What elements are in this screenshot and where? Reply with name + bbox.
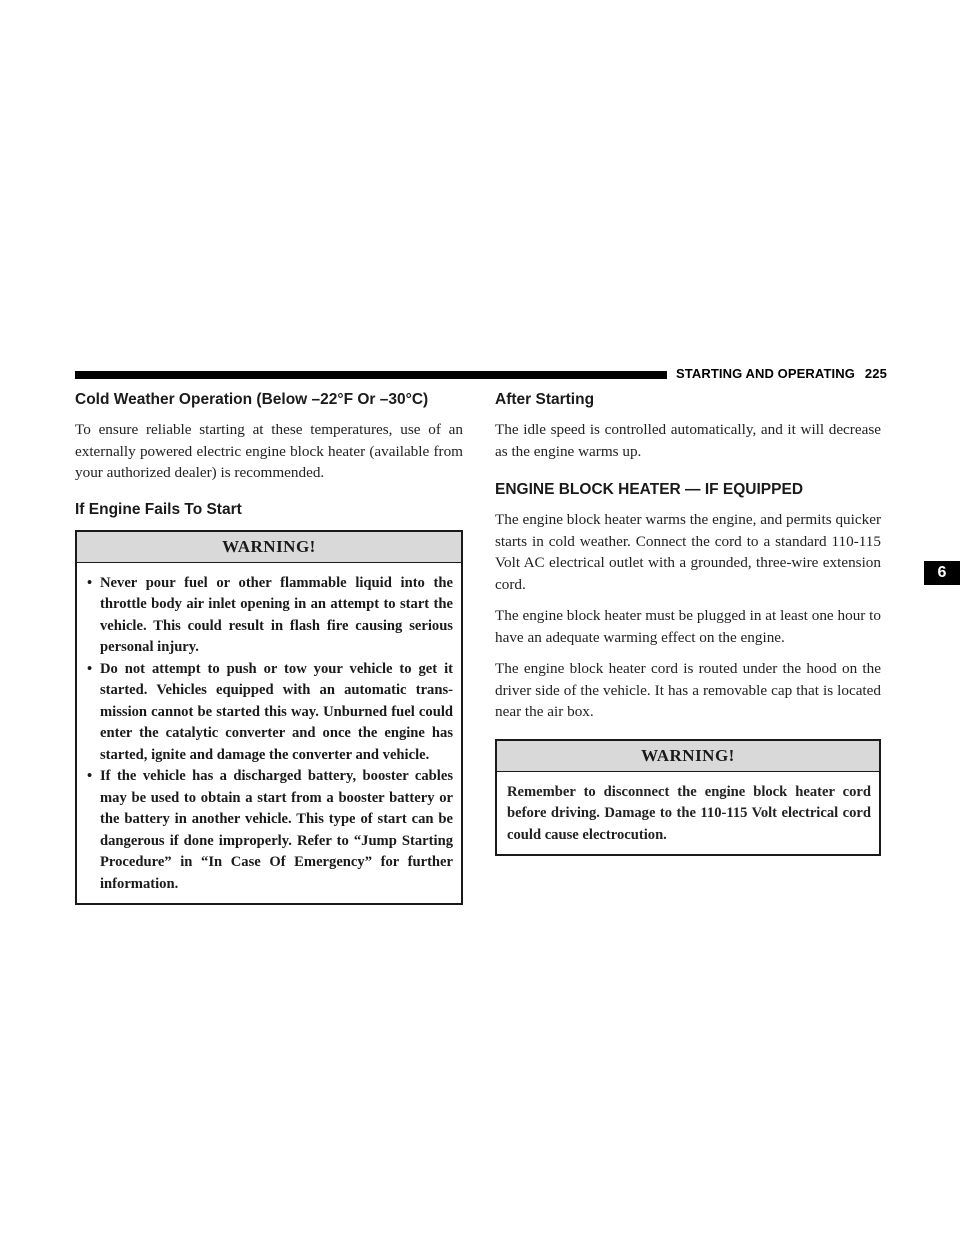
left-column bbox=[75, 390, 463, 905]
bullet-icon: • bbox=[87, 660, 93, 677]
header-section-title: STARTING AND OPERATING bbox=[676, 366, 855, 381]
warning-text: Remember to disconnect the engine block heater cord before driving. Damage to the 110-115 Volt electrical cord could cause electrocution. bbox=[507, 783, 871, 843]
after-starting-heading: After Starting bbox=[495, 391, 595, 408]
engine-block-heater-heading: ENGINE BLOCK HEATER — IF EQUIPPED bbox=[495, 481, 804, 498]
right-column bbox=[495, 390, 881, 856]
chapter-tab: 6 bbox=[924, 561, 960, 585]
warning-title: WARNING! bbox=[497, 741, 879, 772]
page-number: 225 bbox=[864, 366, 887, 381]
heater-paragraph: The engine block heater cord is routed under the hood on the driver side of the vehicle. It has a removable cap that is located near the air box. bbox=[495, 660, 881, 720]
cold-weather-heading: Cold Weather Operation (Below –22°F Or –30°C) bbox=[75, 391, 429, 408]
warning-item: • Do not attempt to push or tow your vehicle to get it started. Vehicles equipped with an automatic trans-mission cannot be started this way. Unburned fuel could enter the catalytic converter and once the engine has started, ignite and damage the converter and vehicle. bbox=[87, 660, 453, 763]
heater-paragraph: The engine block heater warms the engine, and permits quicker starts in cold weather. Connect the cord to a standard 110-115 Volt AC electrical outlet with a grounded, three-wire extension cord. bbox=[495, 511, 881, 593]
running-header bbox=[676, 366, 887, 381]
warning-item: • Never pour fuel or other flammable liquid into the throttle body air inlet opening in an attempt to start the vehicle. This could result in flash fire causing serious personal injury. bbox=[87, 574, 453, 655]
warning-list bbox=[87, 573, 453, 896]
warning-box-heater bbox=[495, 739, 881, 857]
engine-fails-heading: If Engine Fails To Start bbox=[75, 500, 242, 518]
warning-title: WARNING! bbox=[77, 532, 461, 563]
bullet-icon: • bbox=[87, 768, 93, 784]
heater-paragraph: The engine block heater must be plugged in at least one hour to have an adequate warming effect on the engine. bbox=[495, 607, 881, 646]
warning-body bbox=[497, 772, 879, 855]
warning-body bbox=[77, 563, 461, 904]
warning-box-start bbox=[75, 530, 463, 906]
after-starting-text: The idle speed is controlled automatically, and it will decrease as the engine warms up. bbox=[495, 421, 881, 460]
cold-weather-text: To ensure reliable starting at these temperatures, use of an externally powered electric engine block heater (available from your authorized dealer) is recommended. bbox=[75, 421, 463, 481]
bullet-icon: • bbox=[87, 574, 93, 591]
warning-item: • If the vehicle has a discharged battery, booster cables may be used to obtain a start from a booster battery or the battery in another vehicle. This type of start can be dangerous if done improperly. Refer to “Jump Starting Procedure” in “In Case Of Emergency” for further information. bbox=[87, 768, 453, 892]
header-rule bbox=[75, 371, 667, 379]
